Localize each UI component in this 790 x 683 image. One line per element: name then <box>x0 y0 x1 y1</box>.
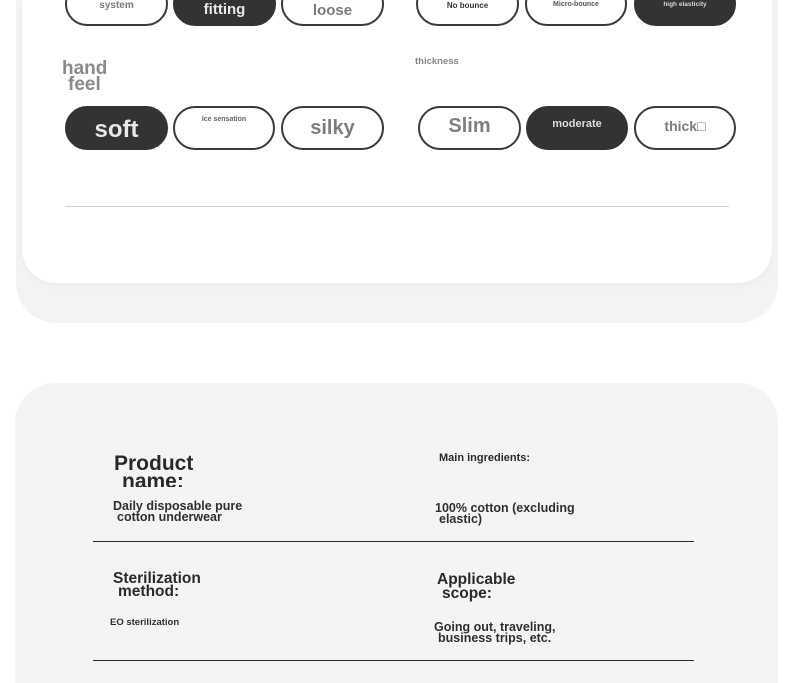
applicable-scope-value <box>434 622 556 644</box>
option-soft[interactable] <box>65 106 168 150</box>
option-soft-label: soft <box>94 116 139 143</box>
applicable-scope-label <box>437 573 515 601</box>
option-high-elasticity-label: high elasticity <box>663 1 707 8</box>
hand-feel-label-line1: hand <box>62 58 108 79</box>
sterilization-method-label-line2: method: <box>118 583 180 600</box>
option-system[interactable] <box>65 0 168 26</box>
option-loose[interactable] <box>281 0 384 26</box>
option-slim[interactable] <box>418 106 521 150</box>
info-rule-2 <box>93 660 694 661</box>
main-ingredients-label-text: Main ingredients: <box>439 452 531 464</box>
option-moderate[interactable] <box>526 106 628 150</box>
option-fitting[interactable] <box>173 0 276 26</box>
main-ingredients-value-line1: 100% cotton (excluding <box>435 501 575 515</box>
option-ice-sensation[interactable] <box>173 106 275 150</box>
option-system-label: system <box>99 0 134 11</box>
main-ingredients-value-line2: elastic) <box>439 512 483 526</box>
option-fitting-label: fitting <box>203 1 246 18</box>
product-name-label <box>114 455 193 487</box>
section-divider <box>65 206 729 207</box>
option-loose-label: loose <box>312 2 353 19</box>
product-name-label-line1: Product <box>114 455 194 475</box>
applicable-scope-label-line1: Applicable <box>437 571 516 588</box>
product-name-value-line2: cotton underwear <box>117 510 222 524</box>
product-name-value-line1: Daily disposable pure <box>113 499 243 513</box>
hand-feel-label <box>62 58 108 95</box>
option-no-bounce[interactable] <box>416 0 519 26</box>
option-ice-sensation-label: Ice sensation <box>201 116 247 123</box>
thickness-label-text: thickness <box>415 56 459 67</box>
option-silky[interactable] <box>281 106 384 150</box>
product-name-label-line2: name: <box>122 470 184 487</box>
option-moderate-label: moderate <box>552 118 602 130</box>
applicable-scope-value-line1: Going out, traveling, <box>434 620 556 634</box>
product-info-card <box>15 383 778 683</box>
sterilization-method-value-text: EO sterilization <box>110 617 180 628</box>
option-thick[interactable] <box>634 106 736 150</box>
sterilization-method-label <box>113 572 201 598</box>
option-micro-bounce[interactable] <box>525 0 627 26</box>
option-no-bounce-label: No bounce <box>446 1 489 10</box>
main-ingredients-value <box>435 503 575 525</box>
applicable-scope-value-line2: business trips, etc. <box>438 631 552 645</box>
sterilization-method-label-line1: Sterilization <box>113 570 201 587</box>
option-micro-bounce-label: Micro-bounce <box>553 1 599 8</box>
sterilization-method-value <box>110 617 179 628</box>
option-silky-label: silky <box>310 116 355 139</box>
option-high-elasticity[interactable] <box>634 0 736 26</box>
thickness-label <box>415 54 459 69</box>
product-name-value <box>113 501 242 523</box>
hand-feel-label-line2: feel <box>68 74 101 95</box>
option-slim-label: Slim <box>448 114 491 137</box>
option-thick-label: thick□ <box>664 118 706 134</box>
info-rule-1 <box>93 541 694 542</box>
applicable-scope-label-line2: scope: <box>442 585 492 602</box>
main-ingredients-label <box>439 451 530 466</box>
